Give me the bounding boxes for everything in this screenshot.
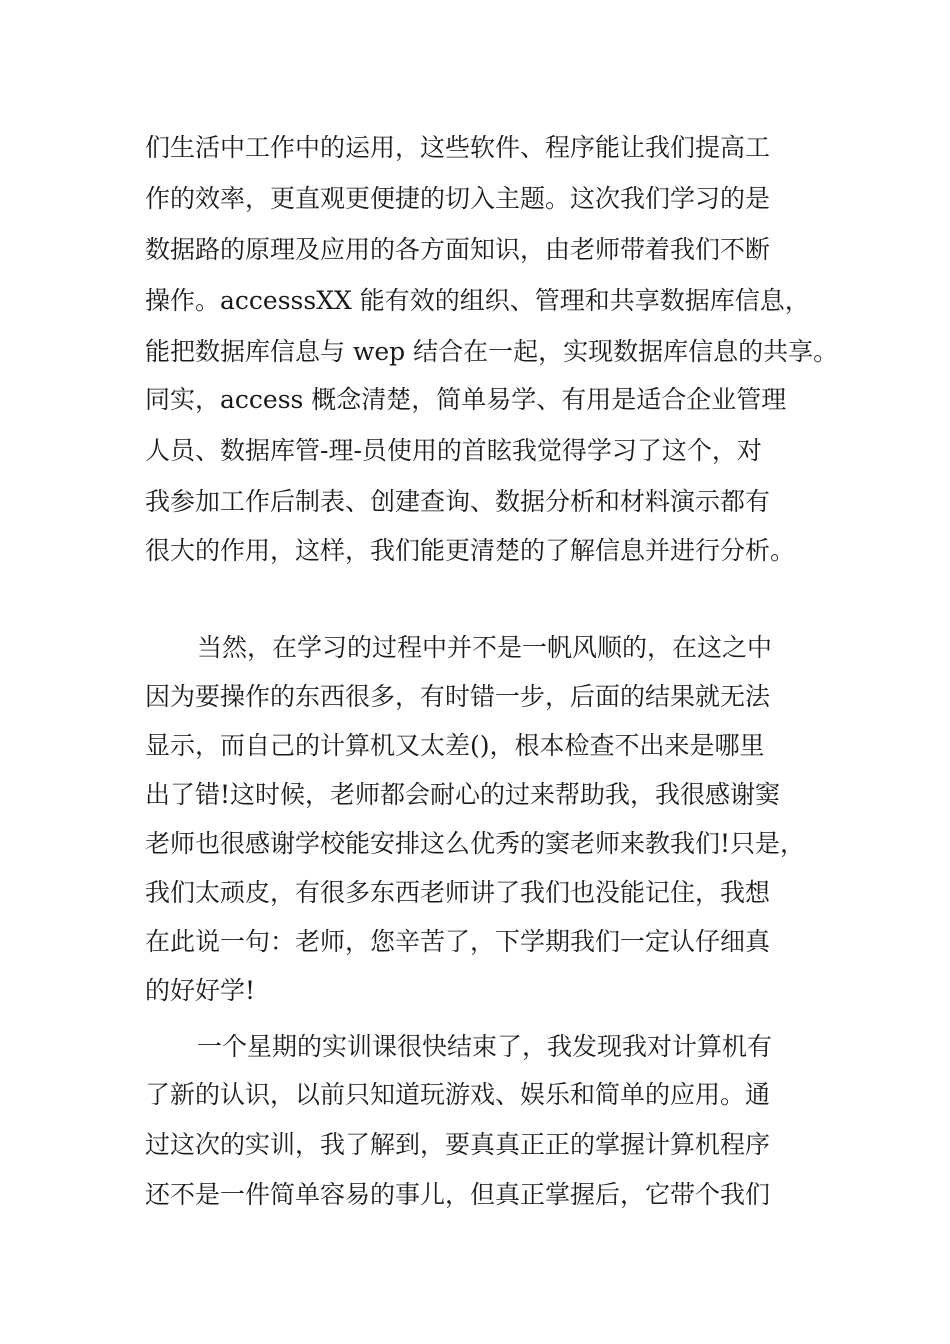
- paragraph-line: 显示，而自己的计算机又太差()，根本检查不出来是哪里: [145, 731, 765, 760]
- paragraph-line: 们生活中工作中的运用，这些软件、程序能让我们提高工: [145, 133, 771, 162]
- paragraph-line: 人员、数据库管-理-员使用的首眩我觉得学习了这个，对: [145, 436, 762, 465]
- paragraph-line: 在此说一句：老师，您辛苦了，下学期我们一定认仔细真: [145, 927, 771, 956]
- paragraph-line: 同实，access 概念清楚，简单易学、有用是适合企业管理: [145, 385, 787, 414]
- paragraph-line: 当然，在学习的过程中并不是一帆风顺的，在这之中: [197, 633, 773, 662]
- paragraph-line: 出了错!这时候，老师都会耐心的过来帮助我，我很感谢窦: [145, 780, 781, 809]
- paragraph-line: 的好好学!: [145, 976, 256, 1005]
- paragraph-line: 过这次的实训，我了解到，要真真正正的掌握计算机程序: [145, 1130, 771, 1159]
- paragraph-line: 很大的作用，这样，我们能更清楚的了解信息并进行分析。: [145, 536, 796, 565]
- paragraph-line: 还不是一件简单容易的事儿，但真正掌握后，它带个我们: [145, 1180, 771, 1209]
- paragraph-line: 了新的认识，以前只知道玩游戏、娱乐和简单的应用。通: [145, 1080, 771, 1109]
- paragraph-line: 老师也很感谢学校能安排这么优秀的窦老师来教我们!只是，: [145, 829, 806, 858]
- paragraph-line: 一个星期的实训课很快结束了，我发现我对计算机有: [197, 1032, 773, 1061]
- paragraph-line: 我参加工作后制表、创建查询、数据分析和材料演示都有: [145, 487, 771, 516]
- paragraph-line: 因为要操作的东西很多，有时错一步，后面的结果就无法: [145, 682, 771, 711]
- paragraph-line: 操作。accesssXX 能有效的组织、管理和共享数据库信息，: [145, 286, 810, 315]
- paragraph-line: 数据路的原理及应用的各方面知识，由老师带着我们不断: [145, 235, 771, 264]
- paragraph-line: 能把数据库信息与 wep 结合在一起，实现数据库信息的共享。: [145, 337, 839, 366]
- paragraph-line: 我们太顽皮，有很多东西老师讲了我们也没能记住，我想: [145, 878, 771, 907]
- paragraph-line: 作的效率，更直观更便捷的切入主题。这次我们学习的是: [145, 184, 771, 213]
